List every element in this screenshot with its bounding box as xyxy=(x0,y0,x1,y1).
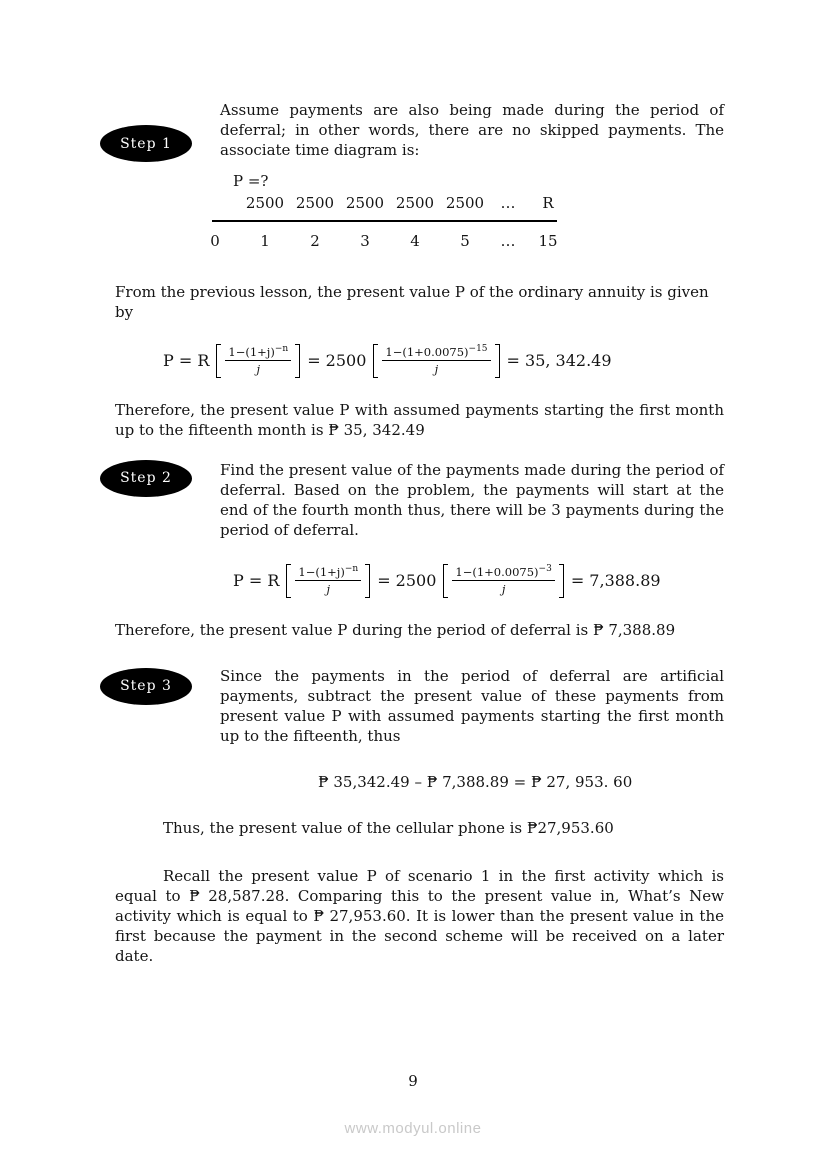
left-bracket-icon xyxy=(286,564,291,598)
payment-cell xyxy=(190,192,240,214)
exponent: −15 xyxy=(468,344,488,355)
payment-ellipsis: … xyxy=(500,194,516,212)
period-cell: 1 xyxy=(260,231,270,250)
intro-paragraph: From the previous lesson, the present value P of the ordinary annuity is given by xyxy=(115,282,709,321)
payment-cell: 2500 xyxy=(345,194,385,212)
formula-2-bracket-group-1 xyxy=(286,564,370,598)
numerator: 1−(1+j) xyxy=(228,345,275,360)
numerator: 1−(1+0.0075) xyxy=(385,345,469,360)
formula-1-result: = 35, 342.49 xyxy=(506,351,612,370)
step-1-label: Step 1 xyxy=(120,135,172,152)
fraction xyxy=(223,344,293,377)
fraction xyxy=(450,564,556,597)
period-cell: 2 xyxy=(310,231,320,250)
present-value-label: P =? xyxy=(233,172,269,190)
fraction xyxy=(293,564,363,597)
formula-2-lhs: P = R xyxy=(233,571,280,590)
formula-1-bracket-group-2 xyxy=(373,344,499,378)
step-3-label: Step 3 xyxy=(120,678,172,694)
step-2-badge xyxy=(100,460,192,497)
formula-2-mid: = 2500 xyxy=(377,571,437,590)
step-3-row xyxy=(100,666,724,746)
payments-row xyxy=(190,192,580,214)
period-cell: 0 xyxy=(210,231,220,250)
step-2-label: Step 2 xyxy=(120,470,172,486)
payment-cell: 2500 xyxy=(245,194,285,212)
step-3-text: Since the payments in the period of deferral are artificial payments, subtract the present value of these payments from present value P with assumed payments starting the first month up to the fifteenth, thus xyxy=(220,666,724,745)
period-cell: 15 xyxy=(538,231,558,250)
period-cell: 5 xyxy=(460,231,470,250)
formula-1-lhs: P = R xyxy=(163,351,210,370)
after-formula-2-paragraph: Therefore, the present value P during the period of deferral is ₱ 7,388.89 xyxy=(115,620,676,639)
formula-1 xyxy=(163,344,724,378)
formula-2-result: = 7,388.89 xyxy=(570,571,661,590)
exponent: −3 xyxy=(538,564,552,575)
payment-final-r: R xyxy=(542,194,554,212)
after-formula-1-paragraph: Therefore, the present value P with assumed payments starting the first month up to the fifteenth month is ₱ 35, 342.49 xyxy=(115,400,724,439)
conclusion-line: Thus, the present value of the cellular phone is ₱27,953.60 xyxy=(163,818,614,837)
denominator: j xyxy=(326,582,331,597)
period-cell: 3 xyxy=(360,231,370,250)
watermark: www.modyul.online xyxy=(344,1120,482,1137)
denominator: j xyxy=(434,362,439,377)
formula-1-mid: = 2500 xyxy=(307,351,367,370)
formula-1-bracket-group-1 xyxy=(216,344,300,378)
subtraction-line: ₱ 35,342.49 – ₱ 7,388.89 = ₱ 27, 953. 60 xyxy=(318,772,633,791)
period-ellipsis: … xyxy=(500,231,516,250)
periods-row xyxy=(190,230,580,252)
right-bracket-icon xyxy=(559,564,564,598)
step-2-text: Find the present value of the payments made during the period of deferral. Based on the problem, the payments will start at the end of the fourth month thus, there will be 3 payments during the period of deferral. xyxy=(220,460,724,539)
denominator: j xyxy=(501,582,506,597)
step-1-text: Assume payments are also being made during the period of deferral; in other words, there are no skipped payments. The associate time diagram is: xyxy=(220,101,724,159)
numerator: 1−(1+0.0075) xyxy=(455,565,539,580)
time-diagram xyxy=(190,170,580,252)
fraction xyxy=(380,344,492,377)
right-bracket-icon xyxy=(365,564,370,598)
exponent: −n xyxy=(274,344,289,355)
numerator: 1−(1+j) xyxy=(298,565,345,580)
formula-2 xyxy=(233,564,724,598)
formula-2-bracket-group-2 xyxy=(443,564,563,598)
denominator: j xyxy=(256,362,261,377)
right-bracket-icon xyxy=(295,344,300,378)
right-bracket-icon xyxy=(495,344,500,378)
recall-paragraph: Recall the present value P of scenario 1 in the first activity which is equal to ₱ 28,587.28. Comparing this to the present value in, What’s New activity which is equal to ₱ 27,953.60. It is lower than the present value in the first because the payment in the second scheme will be received on a later date. xyxy=(115,866,724,965)
left-bracket-icon xyxy=(443,564,448,598)
payment-cell: 2500 xyxy=(395,194,435,212)
timeline-line xyxy=(212,220,557,222)
payment-cell: 2500 xyxy=(295,194,335,212)
step-3-badge xyxy=(100,668,192,705)
left-bracket-icon xyxy=(373,344,378,378)
step-2-row xyxy=(100,460,724,540)
payment-cell: 2500 xyxy=(445,194,485,212)
exponent: −n xyxy=(344,564,359,575)
page-number: 9 xyxy=(408,1072,418,1090)
step-1-row xyxy=(100,100,724,162)
left-bracket-icon xyxy=(216,344,221,378)
period-cell: 4 xyxy=(410,231,420,250)
step-1-badge xyxy=(100,125,192,162)
